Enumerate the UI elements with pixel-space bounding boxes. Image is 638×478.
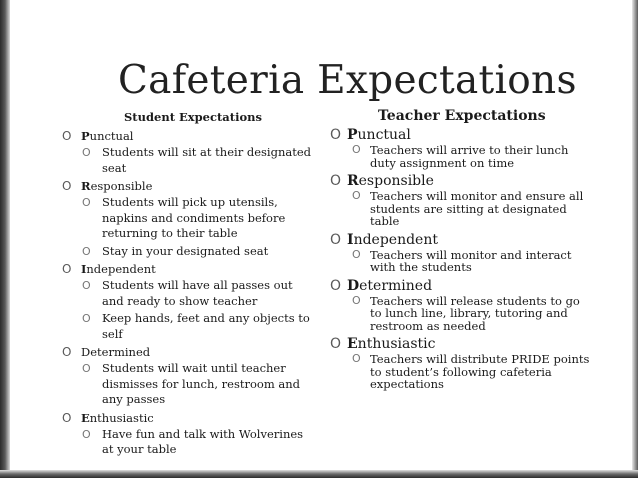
item-label: ndependent (86, 262, 156, 276)
sub-item-text: Keep hands, feet and any objects to self (102, 311, 310, 341)
sub-list-item (62, 361, 312, 408)
list-item (62, 261, 312, 277)
sub-list-item (62, 145, 312, 176)
sub-item-text: Students will wait until teacher dismisses for lunch, restroom and any passes (102, 361, 301, 406)
list-item (62, 128, 312, 144)
bullet-marker-icon: O (352, 189, 361, 202)
bullet-marker-icon: O (82, 196, 91, 209)
list-item (330, 126, 595, 144)
teacher-expectations-column (330, 108, 595, 394)
list-item (330, 335, 595, 353)
sub-list (62, 361, 312, 408)
bullet-marker-icon: O (330, 277, 342, 294)
bullet-marker-icon: O (62, 345, 72, 359)
sub-list-item (62, 195, 312, 242)
bullet-marker-icon: O (62, 410, 72, 425)
bullet-marker-icon: O (352, 143, 361, 156)
list-item (62, 178, 312, 194)
sub-list (330, 144, 595, 169)
sub-list-item (330, 190, 595, 228)
item-label: unctual (89, 129, 134, 143)
sub-list (330, 353, 595, 391)
bullet-marker-icon: O (82, 146, 91, 159)
item-initial-letter: R (347, 173, 359, 189)
student-expectations-column (62, 110, 312, 460)
bullet-marker-icon: O (82, 279, 91, 292)
bullet-marker-icon: O (330, 173, 342, 189)
bullet-marker-icon: O (62, 262, 72, 276)
bullet-marker-icon: O (62, 179, 72, 193)
sub-list (330, 190, 595, 228)
sub-list-item (62, 311, 312, 342)
item-initial-letter: R (81, 179, 91, 193)
sub-list (330, 295, 595, 333)
item-label: ndependent (353, 231, 438, 248)
bullet-marker-icon: O (82, 362, 91, 375)
item-label: nthusiastic (357, 336, 436, 352)
student-expectations-heading: Student Expectations (124, 110, 262, 124)
sub-item-text: Students will sit at their designated seat (102, 145, 312, 175)
bullet-marker-icon: O (62, 129, 72, 143)
sub-list-item (62, 244, 312, 260)
sub-list (62, 195, 312, 259)
bullet-marker-icon: O (330, 336, 342, 352)
sub-list-item (330, 144, 595, 169)
bullet-marker-icon: O (330, 231, 342, 248)
bullet-marker-icon: O (352, 352, 361, 365)
item-label: esponsible (358, 173, 434, 189)
list-item (330, 172, 595, 190)
sub-list (62, 427, 312, 458)
bullet-marker-icon: O (352, 247, 361, 261)
item-initial-letter: E (347, 336, 358, 352)
sub-item-text: Teachers will monitor and ensure all students are sitting at designated table (370, 189, 584, 228)
slide-border-bottom (0, 470, 638, 478)
bullet-marker-icon: O (330, 127, 342, 143)
slide-border-left (0, 0, 10, 478)
student-expectations-list (62, 128, 312, 458)
item-initial-letter: P (347, 127, 358, 143)
sub-item-text: Stay in your designated seat (102, 243, 269, 258)
item-label: etermined (359, 277, 433, 294)
teacher-expectations-list (330, 126, 595, 391)
item-initial-letter: D (347, 277, 360, 294)
sub-item-text: Teachers will distribute PRIDE points to student’s following cafeteria expectations (370, 352, 590, 391)
bullet-marker-icon: O (352, 293, 361, 307)
sub-item-text: Students will have all passes out and ready to show teacher (102, 278, 293, 308)
sub-list (330, 249, 595, 274)
slide-title: Cafeteria Expectations (118, 58, 577, 103)
list-item (62, 344, 312, 360)
bullet-marker-icon: O (82, 427, 91, 441)
sub-list (62, 145, 312, 176)
teacher-expectations-heading: Teacher Expectations (378, 108, 546, 124)
sub-item-text: Teachers will monitor and interact with the students (370, 247, 572, 274)
sub-item-text: Students will pick up utensils, napkins and condiments before returning to their table (102, 195, 286, 240)
list-item (330, 277, 595, 295)
item-initial-letter: I (81, 262, 87, 276)
sub-list-item (62, 427, 312, 458)
sub-list-item (62, 278, 312, 309)
item-initial-letter: P (81, 129, 90, 143)
sub-item-text: Have fun and talk with Wolverines at your table (102, 426, 304, 456)
bullet-marker-icon: O (82, 312, 91, 325)
slide-border-right (632, 0, 638, 478)
sub-item-text: Teachers will release students to go to lunch line, library, tutoring and restroom as needed (370, 293, 580, 333)
sub-item-text: Teachers will arrive to their lunch duty assignment on time (370, 143, 569, 170)
list-item (62, 410, 312, 426)
item-label: unctual (357, 127, 411, 143)
item-initial-letter: I (347, 231, 354, 248)
sub-list-item (330, 353, 595, 391)
list-item (330, 231, 595, 249)
sub-list-item (330, 295, 595, 333)
sub-list (62, 278, 312, 342)
item-label: esponsible (90, 179, 153, 193)
item-label: nthusiastic (89, 410, 154, 425)
sub-list-item (330, 249, 595, 274)
item-initial-letter: E (81, 410, 90, 425)
bullet-marker-icon: O (82, 244, 91, 258)
item-label: Determined (81, 345, 151, 359)
